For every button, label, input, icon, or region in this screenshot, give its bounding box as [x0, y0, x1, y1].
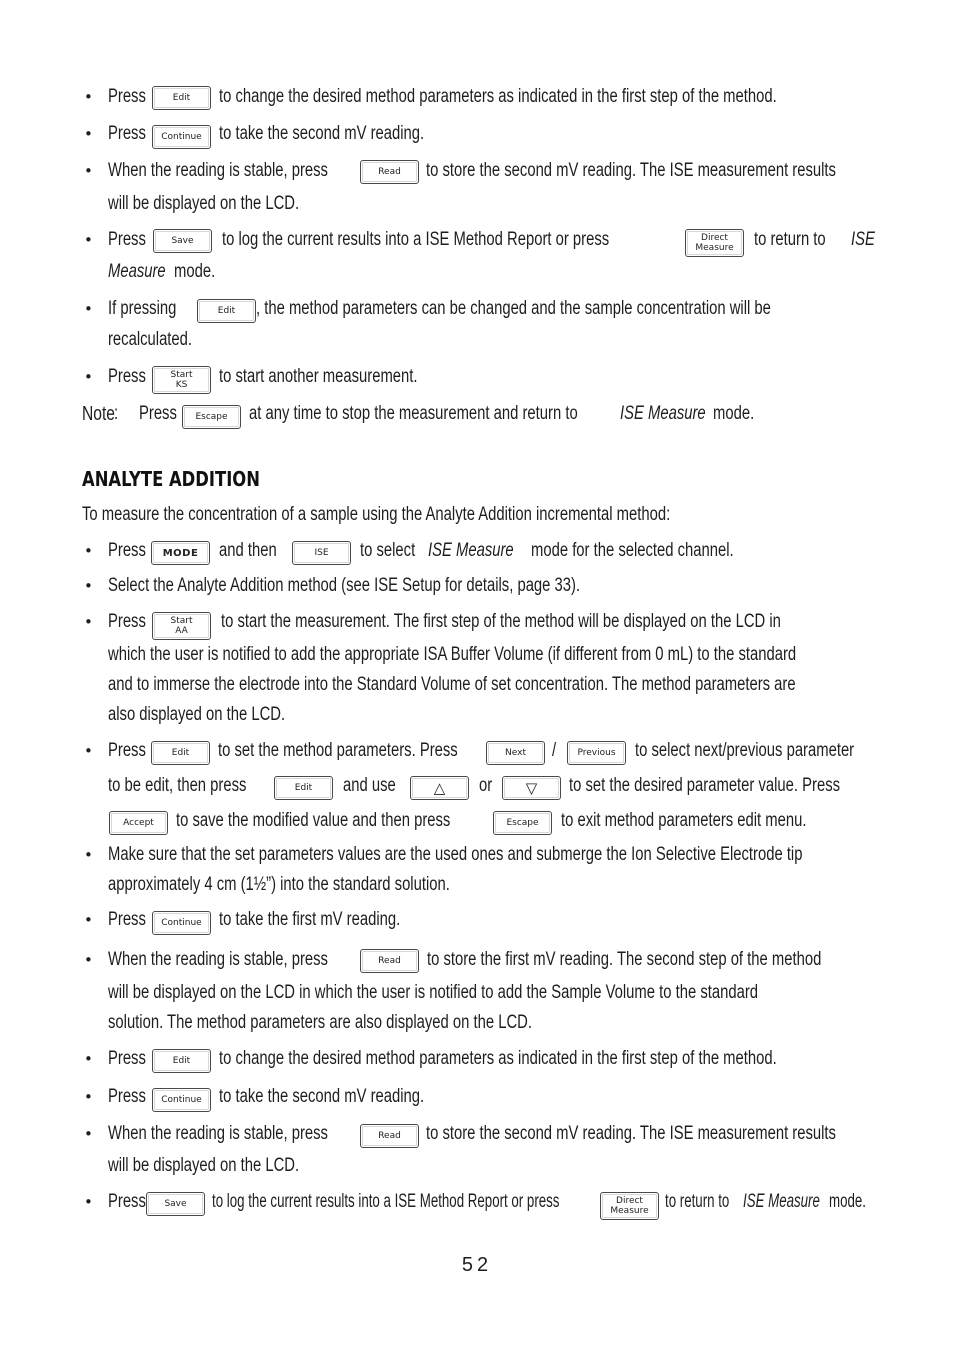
text-line: to take the second mV reading. — [219, 1086, 425, 1107]
bullet: • — [84, 613, 93, 631]
text-line: to start another measurement. — [219, 366, 418, 387]
text-line: to log the current results into a ISE Method Report or press — [222, 229, 610, 250]
text-italic: ISE Measure — [428, 540, 514, 561]
text-line: also displayed on the LCD. — [108, 704, 286, 725]
text-line: Make sure that the set parameters values are the used ones and submerge the Ion Selective Electrode tip — [108, 844, 803, 865]
page-number: 52 — [461, 1254, 493, 1276]
key-label: Start — [170, 616, 193, 626]
text-line: When the reading is stable, press — [108, 1123, 328, 1144]
text-line: at any time to stop the measurement and return to — [249, 403, 578, 424]
section-heading: ANALYTE ADDITION — [82, 467, 260, 491]
bullet: • — [84, 742, 93, 760]
bullet: • — [84, 1193, 93, 1211]
note-label: Note — [82, 403, 115, 425]
text-line: to store the first mV reading. The second step of the method — [427, 949, 822, 970]
text-press: Press — [108, 611, 146, 632]
bullet: • — [84, 300, 93, 318]
text-line: When the reading is stable, press — [108, 949, 328, 970]
text-line: to take the second mV reading. — [219, 123, 425, 144]
key-label: Measure — [695, 243, 734, 253]
bullet: • — [84, 542, 93, 560]
text-line: to return to — [665, 1191, 730, 1212]
text-line: and to immerse the electrode into the Standard Volume of set concentration. The method parameters are — [108, 674, 796, 695]
start-ks-key-button[interactable] — [152, 366, 211, 394]
escape-key-button[interactable]: Escape — [182, 405, 241, 429]
text-italic: ISE Measure — [743, 1191, 820, 1212]
direct-measure-key-button[interactable] — [685, 229, 744, 257]
text-press: Press — [139, 403, 177, 424]
key-label: AA — [175, 626, 188, 636]
direct-measure-key-button[interactable] — [600, 1192, 659, 1220]
text-slash: / — [552, 740, 557, 761]
text-line: mode. — [829, 1191, 866, 1212]
bullet: • — [84, 1125, 93, 1143]
read-key-button[interactable]: Read — [360, 949, 419, 973]
bullet: • — [84, 846, 93, 864]
text-line: and use — [343, 775, 396, 796]
text-line: to store the second mV reading. The ISE measurement results — [426, 1123, 836, 1144]
read-key-button[interactable]: Read — [360, 160, 419, 184]
text-line: or — [479, 775, 493, 796]
text-line: to select — [360, 540, 416, 561]
accept-key-button[interactable]: Accept — [109, 811, 168, 835]
text-press: Press — [108, 909, 146, 930]
text-italic: ISE Measure — [620, 403, 706, 424]
text-line: to be edit, then press — [108, 775, 247, 796]
read-key-button[interactable]: Read — [360, 1124, 419, 1148]
bullet: • — [84, 911, 93, 929]
key-label: Direct — [616, 1196, 643, 1206]
text-line: recalculated. — [108, 329, 193, 350]
text-line: solution. The method parameters are also displayed on the LCD. — [108, 1012, 532, 1033]
continue-key-button[interactable]: Continue — [152, 1088, 211, 1112]
text-line: mode for the selected channel. — [531, 540, 734, 561]
text-line: to log the current results into a ISE Method Report or press — [212, 1191, 560, 1212]
text-line: If pressing — [108, 298, 177, 319]
bullet: • — [84, 951, 93, 969]
edit-key-button[interactable]: Edit — [151, 741, 210, 765]
text-line: and then — [219, 540, 277, 561]
save-key-button[interactable]: Save — [146, 1192, 205, 1216]
text-press: Press — [108, 229, 146, 250]
continue-key-button[interactable]: Continue — [152, 911, 211, 935]
escape-key-button[interactable]: Escape — [493, 811, 552, 835]
text-italic: Measure — [108, 261, 166, 282]
text-press: Press — [108, 86, 146, 107]
bullet: • — [84, 1088, 93, 1106]
bullet: • — [84, 88, 93, 106]
text-line: Select the Analyte Addition method (see ISE Setup for details, page 33). — [108, 575, 581, 596]
key-label: Measure — [610, 1206, 649, 1216]
text-line: to set the method parameters. Press — [218, 740, 458, 761]
text-line: to start the measurement. The first step of the method will be displayed on the LCD in — [221, 611, 781, 632]
text-line: to select next/previous parameter — [635, 740, 855, 761]
text-line: which the user is notified to add the appropriate ISA Buffer Volume (if different from 0 mL) to the standard — [108, 644, 797, 665]
text-line: approximately 4 cm (1½”) into the standard solution. — [108, 874, 450, 895]
text-line: , the method parameters can be changed and the sample concentration will be — [256, 298, 771, 319]
bullet: • — [84, 1050, 93, 1068]
bullet: • — [84, 231, 93, 249]
start-aa-key-button[interactable] — [152, 612, 211, 640]
continue-key-button[interactable]: Continue — [152, 125, 211, 149]
note-colon: : — [114, 403, 119, 424]
text-line: to change the desired method parameters as indicated in the first step of the method. — [219, 1048, 777, 1069]
text-press: Press — [108, 123, 146, 144]
up-arrow-key-button[interactable]: △ — [410, 776, 469, 800]
text-line: to exit method parameters edit menu. — [561, 810, 807, 831]
key-label: KS — [175, 380, 188, 390]
text-line: to return to — [754, 229, 826, 250]
bullet: • — [84, 577, 93, 595]
text-italic: ISE — [851, 229, 875, 250]
text-line: to store the second mV reading. The ISE measurement results — [426, 160, 836, 181]
ise-key-button[interactable]: ISE — [292, 541, 351, 565]
text-line: to save the modified value and then press — [176, 810, 451, 831]
text-line: mode. — [713, 403, 755, 424]
key-label: Start — [170, 370, 193, 380]
text-line: will be displayed on the LCD. — [108, 1155, 300, 1176]
text-line: will be displayed on the LCD in which the user is notified to add the Sample Volume to the standard — [108, 982, 758, 1003]
text-line: to change the desired method parameters as indicated in the first step of the method. — [219, 86, 777, 107]
mode-key-button[interactable]: MODE — [151, 541, 210, 565]
bullet: • — [84, 125, 93, 143]
intro-text: To measure the concentration of a sample using the Analyte Addition incremental method: — [82, 504, 671, 525]
save-key-button[interactable]: Save — [153, 229, 212, 253]
key-label: Direct — [701, 233, 728, 243]
edit-key-button[interactable]: Edit — [197, 299, 256, 323]
bullet: • — [84, 162, 93, 180]
text-press: Press — [108, 1191, 146, 1212]
text-line: will be displayed on the LCD. — [108, 193, 300, 214]
text-line: to set the desired parameter value. Press — [569, 775, 841, 796]
text-press: Press — [108, 740, 146, 761]
bullet: • — [84, 368, 93, 386]
next-key-button[interactable]: Next — [486, 741, 545, 765]
text-press: Press — [108, 1048, 146, 1069]
text-line: to take the first mV reading. — [219, 909, 401, 930]
down-arrow-key-button[interactable]: ▽ — [502, 776, 561, 800]
edit-key-button[interactable]: Edit — [274, 776, 333, 800]
previous-key-button[interactable]: Previous — [567, 741, 626, 765]
text-press: Press — [108, 1086, 146, 1107]
text-line: When the reading is stable, press — [108, 160, 328, 181]
text-press: Press — [108, 366, 146, 387]
edit-key-button[interactable]: Edit — [152, 1049, 211, 1073]
text-press: Press — [108, 540, 146, 561]
edit-key-button[interactable]: Edit — [152, 86, 211, 110]
text-line: mode. — [174, 261, 216, 282]
